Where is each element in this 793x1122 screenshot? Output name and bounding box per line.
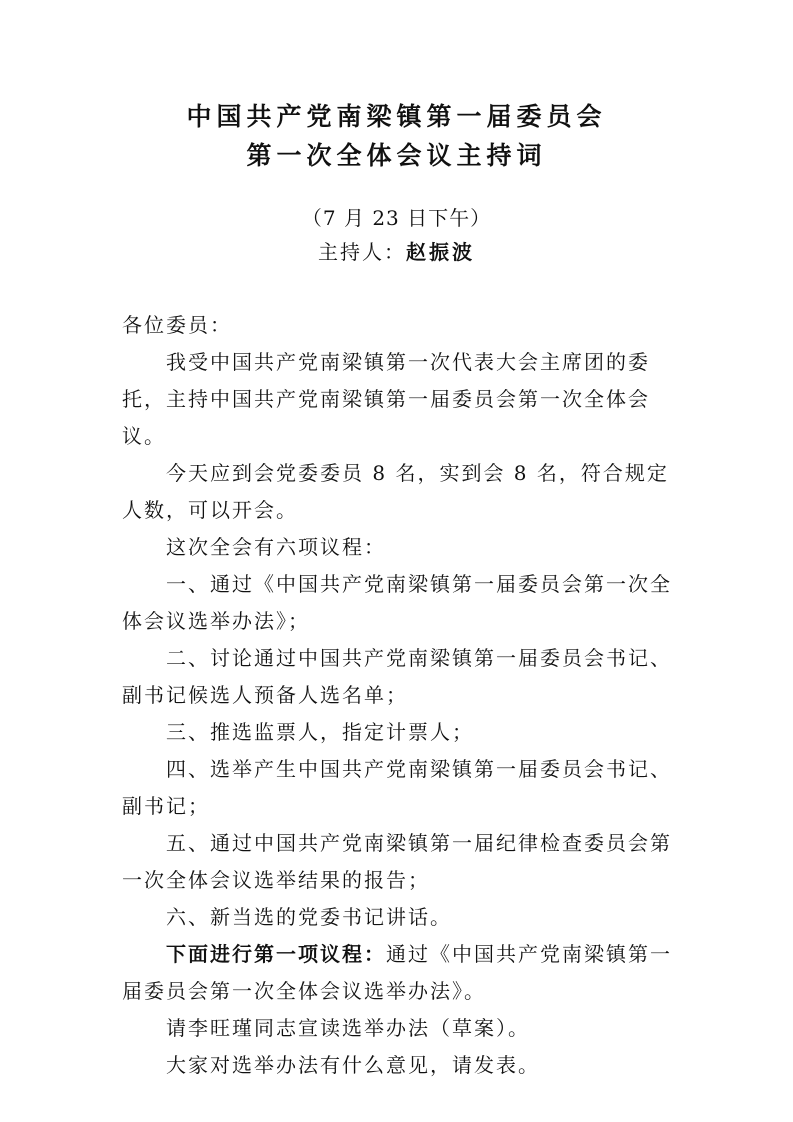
document-body: [122, 307, 678, 1084]
paragraph-opinions: 大家对选举办法有什么意见，请发表。: [166, 1053, 540, 1077]
host-line: [0, 237, 793, 267]
agenda-item-5: 五、通过中国共产党南梁镇第一届纪律检查委员会第一次全体会议选举结果的报告；: [122, 831, 672, 892]
meeting-date: （7 月 23 日下午）: [301, 206, 492, 230]
paragraph-agenda-intro: 这次全会有六项议程：: [166, 535, 386, 559]
document-title-line-1: 中国共产党南梁镇第一届委员会: [186, 102, 607, 131]
host-label: 主持人：: [318, 240, 406, 264]
paragraph-attendance: 今天应到会党委委员 8 名，实到会 8 名，符合规定人数，可以开会。: [122, 461, 669, 522]
next-item-text: 通过《中国共产党南梁镇第一届委员会第一次全体会议选举办法》。: [122, 942, 672, 1003]
host-name: 赵振波: [406, 240, 475, 264]
agenda-item-3: 三、推选监票人，指定计票人；: [166, 720, 474, 744]
agenda-item-6: 六、新当选的党委书记讲话。: [166, 905, 452, 929]
paragraph-read-rules: 请李旺瑾同志宣读选举办法（草案）。: [166, 1016, 530, 1040]
paragraph-next-item: [122, 936, 678, 1010]
document-title-line-2: 第一次全体会议主持词: [246, 141, 547, 170]
agenda-item-4: 四、选举产生中国共产党南梁镇第一届委员会书记、副书记；: [122, 757, 672, 818]
agenda-item-2: 二、讨论通过中国共产党南梁镇第一届委员会书记、副书记候选人预备人选名单；: [122, 646, 672, 707]
next-item-label: 下面进行第一项议程：: [166, 942, 386, 966]
paragraph-entrustment: 我受中国共产党南梁镇第一次代表大会主席团的委托，主持中国共产党南梁镇第一届委员会第一次全体会议。: [122, 350, 650, 448]
agenda-item-1: 一、通过《中国共产党南梁镇第一届委员会第一次全体会议选举办法》；: [122, 572, 672, 633]
salutation: 各位委员：: [122, 313, 232, 337]
